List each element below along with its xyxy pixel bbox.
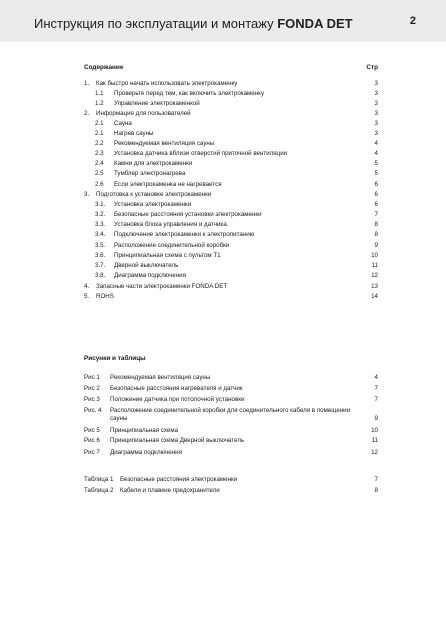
toc-entry-page: 4: [374, 140, 378, 147]
toc-heading: Содержание: [84, 64, 124, 71]
toc-entry[interactable]: [84, 150, 378, 158]
toc-entry-title: Если электрокаменка не нагревается: [114, 181, 222, 188]
toc-entry-page: 3: [374, 80, 378, 87]
toc-entry-number: 2.1: [95, 120, 104, 127]
toc-entry[interactable]: [84, 160, 378, 168]
toc-entry-number: 1.: [84, 80, 90, 87]
toc-entry-number: 3.2.: [95, 211, 106, 218]
figure-entry[interactable]: [84, 407, 378, 423]
toc-entry-title: ROHS: [96, 293, 114, 300]
toc-entry-number: 3.5.: [95, 242, 106, 249]
toc-entry-title: Принципиальная схема с пультом Т1: [114, 252, 221, 259]
figure-title: Положение датчика при потолочной установке: [110, 396, 245, 403]
toc-entry[interactable]: [84, 80, 378, 88]
table-label: Таблица 2: [84, 487, 114, 494]
figure-title: Принципиальная схема Дверной выключатель: [110, 437, 245, 444]
toc-entry-title: Сауна: [114, 120, 132, 127]
toc-entry-title: Подключение электрокаменки к электропитанию: [114, 231, 255, 238]
toc-entry-title: Запасные части электрокаменки FONDA DET: [96, 283, 228, 290]
page-number: 2: [409, 15, 416, 27]
toc-entry-number: 2.3: [95, 150, 104, 157]
toc-entry[interactable]: [84, 283, 378, 291]
toc-entry-number: 4.: [84, 283, 90, 290]
toc-entry-title: Камни для электрокаменки: [114, 160, 193, 167]
toc-entry-title: Нагрев сауны: [114, 130, 154, 137]
figure-title: Диаграмма подключения: [110, 449, 182, 456]
toc-entry-title: Установка блока управления и датчика.: [114, 221, 229, 228]
toc-entry-title: Тумблер электронагрева: [114, 170, 186, 177]
toc-entry-number: 1.2: [95, 100, 104, 107]
toc-entry-page: 5: [374, 170, 378, 177]
toc-entry-title: Как быстро начать использовать электрокаменку: [96, 80, 238, 87]
toc-entry[interactable]: [84, 90, 378, 98]
figure-page: 7: [374, 396, 378, 403]
toc-entry-page: 13: [371, 283, 378, 290]
toc-entry-title: Управление электрокаменкой: [114, 100, 200, 107]
table-title: Кабели и плавкие предохранители: [120, 487, 220, 494]
figure-label: Рис 5: [84, 427, 100, 434]
toc-entry-title: Дверной выключатель: [114, 262, 179, 269]
toc-entry-number: 3.1.: [95, 201, 106, 208]
toc-entry-page: 6: [374, 201, 378, 208]
table-page: 7: [374, 476, 378, 483]
figure-page: 7: [374, 385, 378, 392]
figure-title: Расположение соединительной коробки для соединительного кабеля в помещении сауны: [110, 407, 351, 422]
toc-entry-number: 2.1: [95, 130, 104, 137]
toc-entry-page: 12: [371, 272, 378, 279]
toc-entry-number: 5.: [84, 293, 90, 300]
figure-label: Рис 3: [84, 396, 100, 403]
toc-entry[interactable]: [84, 293, 378, 301]
toc-entry-page: 3: [374, 120, 378, 127]
toc-entry-title: Расположение соединительной коробки: [114, 242, 230, 249]
toc-entry-title: Проверьте перед тем, как включить электрокаменку: [114, 90, 265, 97]
toc-entry-page: 11: [371, 262, 378, 269]
toc-entry-page: 14: [371, 293, 378, 300]
toc-entry-title: Установка датчика вблизи отверстий приточной вентиляции: [114, 150, 288, 157]
toc-entry-number: 2.5: [95, 170, 104, 177]
figure-entry[interactable]: [84, 427, 378, 435]
toc-page-column-label: Стр: [366, 64, 378, 71]
figure-page: 4: [374, 374, 378, 381]
toc-entry-page: 3: [374, 100, 378, 107]
figure-page: 10: [371, 427, 378, 434]
toc-entry-title: Диаграмма подключения: [114, 272, 186, 279]
toc-entry[interactable]: [84, 130, 378, 138]
toc-entry-page: 8: [374, 221, 378, 228]
toc-entry[interactable]: [84, 201, 378, 209]
figure-title: Принципиальная схема: [110, 427, 179, 434]
figure-page: 9: [374, 415, 378, 422]
toc-entry-title: Рекомендуемая вентиляция сауны: [114, 140, 215, 147]
toc-entry-page: 5: [374, 160, 378, 167]
figure-label: Рис 2: [84, 385, 100, 392]
toc-entry-page: 4: [374, 150, 378, 157]
toc-entry-title: Безопасные расстояния установки электрокаменки: [114, 211, 262, 218]
toc-entry[interactable]: [84, 140, 378, 148]
toc-entry[interactable]: [84, 262, 378, 270]
toc-entry-number: 3.8.: [95, 272, 106, 279]
toc-entry-number: 2.6: [95, 181, 104, 188]
toc-entry-page: 8: [374, 231, 378, 238]
toc-entry[interactable]: [84, 181, 378, 189]
toc-entry-page: 7: [374, 211, 378, 218]
figure-title: Безопасные расстояния нагревателя и датчик: [110, 385, 243, 392]
figure-entry[interactable]: [84, 385, 378, 393]
table-entry[interactable]: [84, 487, 378, 495]
table-title: Безопасные расстояния электрокаменки: [120, 476, 238, 483]
toc-entry-number: 2.2: [95, 140, 104, 147]
toc-entry-number: 3.6.: [95, 252, 106, 259]
figure-label: Рис 6: [84, 437, 100, 444]
toc-entry-number: 3.4.: [95, 231, 106, 238]
figure-entry[interactable]: [84, 449, 378, 457]
toc-entry[interactable]: [84, 100, 378, 108]
toc-entry-page: 3: [374, 130, 378, 137]
page-header: [0, 0, 446, 42]
toc-entry[interactable]: [84, 242, 378, 250]
toc-entry[interactable]: [84, 252, 378, 260]
toc-entry-number: 3.: [84, 191, 90, 198]
toc-entry-number: 2.4: [95, 160, 104, 167]
toc-entry-page: 9: [374, 242, 378, 249]
table-label: Таблица 1: [84, 476, 114, 483]
toc-entry-page: 3: [374, 90, 378, 97]
figures-heading: Рисунки и таблицы: [84, 355, 146, 362]
table-entry[interactable]: [84, 476, 378, 484]
table-page: 8: [374, 487, 378, 494]
toc-entry-title: Информация для пользователей: [96, 110, 191, 117]
figure-title: Рекомендуемая вентиляция сауны: [110, 374, 211, 381]
title-brand: FONDA DET: [277, 16, 353, 31]
toc-entry[interactable]: [84, 120, 378, 128]
toc-entry-number: 1.1: [95, 90, 104, 97]
toc-entry-page: 10: [371, 252, 378, 259]
toc-entry-number: 3.7.: [95, 262, 106, 269]
toc-entry[interactable]: [84, 110, 378, 118]
figure-entry[interactable]: [84, 396, 378, 404]
toc-entry[interactable]: [84, 231, 378, 239]
toc-entry-number: 3.3.: [95, 221, 106, 228]
toc-entry-page: 6: [374, 181, 378, 188]
toc-entry-page: 6: [374, 191, 378, 198]
figure-page: 11: [371, 437, 378, 444]
figure-label: Рис. 4: [84, 407, 102, 414]
title-text: Инструкция по эксплуатации и монтажу: [34, 16, 274, 31]
toc-entry[interactable]: [84, 221, 378, 229]
figure-page: 12: [371, 449, 378, 456]
document-title: [34, 16, 353, 31]
toc-entry[interactable]: [84, 170, 378, 178]
toc-entry[interactable]: [84, 272, 378, 280]
toc-entry-number: 2.: [84, 110, 90, 117]
figure-entry[interactable]: [84, 374, 378, 382]
toc-entry-page: 3: [374, 110, 378, 117]
toc-entry[interactable]: [84, 191, 378, 199]
toc-entry[interactable]: [84, 211, 378, 219]
toc-entry-title: Установка электрокаменки: [114, 201, 192, 208]
toc-entry-title: Подготовка к установке электрокаменки: [96, 191, 212, 198]
figure-label: Рис 1: [84, 374, 100, 381]
figure-label: Рис 7: [84, 449, 100, 456]
figure-entry[interactable]: [84, 437, 378, 445]
